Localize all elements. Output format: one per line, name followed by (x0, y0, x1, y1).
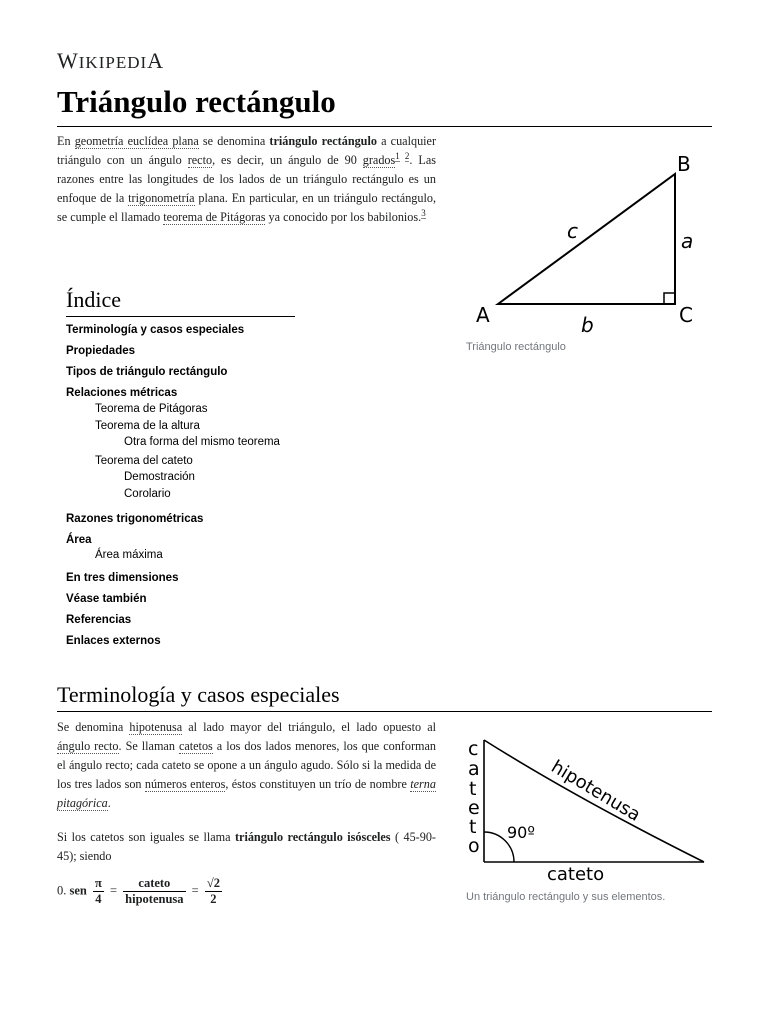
sine-formula (57, 876, 225, 907)
base-cateto-label: cateto (547, 864, 605, 884)
toc-item-tipos[interactable]: Tipos de triángulo rectángulo (66, 366, 228, 378)
link-terna-pitagorica[interactable]: terna pitagórica (57, 777, 436, 810)
isosceles-paragraph (57, 828, 436, 866)
para-text: Se denomina (57, 720, 130, 734)
intro-text: a cualquier triángulo con un ángulo (57, 134, 437, 167)
toc-item-razones[interactable]: Razones trigonométricas (66, 513, 204, 525)
link-trigonometria[interactable]: trigonometría (128, 191, 195, 205)
toc-item-relaciones[interactable]: Relaciones métricas (66, 387, 178, 399)
intro-bold-term: triángulo rectángulo (269, 134, 377, 148)
vertex-b-label: B (677, 152, 691, 176)
toc-item-vease[interactable]: Véase también (66, 593, 147, 605)
hipotenusa-label: hipotenusa (547, 756, 645, 826)
toc-item-otra-forma[interactable]: Otra forma del mismo teorema (124, 436, 280, 448)
link-hipotenusa[interactable]: hipotenusa (129, 720, 183, 734)
toc-item-area-maxima[interactable]: Área máxima (95, 549, 163, 561)
vertical-letter: a (468, 758, 480, 780)
triangle-elements-diagram[interactable] (458, 734, 712, 884)
formula-hipotenusa: hipotenusa (125, 892, 184, 906)
vertical-letter: t (469, 778, 477, 800)
formula-four: 4 (95, 892, 102, 906)
vertical-letter: e (468, 797, 480, 819)
right-angle-mark (664, 293, 675, 304)
angle-label: 90º (507, 823, 535, 842)
intro-text: En (57, 134, 75, 148)
para-text: . Se llaman (118, 739, 179, 753)
isosceles-bold-term: triángulo rectángulo isósceles (234, 830, 391, 844)
formula-equals: = (191, 883, 199, 898)
link-angulo-recto[interactable]: ángulo recto (57, 739, 119, 753)
para-text: al lado mayor del triángulo, el lado opuesto al (182, 720, 436, 734)
formula-cateto: cateto (123, 876, 185, 892)
toc-item-cateto[interactable]: Teorema del cateto (95, 455, 193, 467)
vertical-letter: c (468, 738, 479, 760)
formula-prefix: 0. (57, 883, 67, 898)
toc-item-corolario[interactable]: Corolario (124, 488, 171, 500)
toc-item-referencias[interactable]: Referencias (66, 614, 132, 626)
para-text: , éstos constituyen un trío de nombre (225, 777, 411, 791)
link-grados[interactable]: grados (362, 153, 396, 167)
intro-text: , es decir, un ángulo de 90 (212, 153, 363, 167)
toc-heading: Índice (66, 287, 121, 312)
section-heading-terminologia: Terminología y casos especiales (57, 682, 340, 707)
para-text: . (107, 796, 111, 810)
vertex-a-label: A (476, 303, 490, 327)
toc-item-altura[interactable]: Teorema de la altura (95, 420, 200, 432)
formula-two: 2 (210, 892, 217, 906)
formula-pi: π (95, 876, 102, 890)
side-b-label: b (581, 313, 594, 337)
side-a-label: a (681, 229, 694, 253)
toc-item-demostracion[interactable]: Demostración (124, 471, 195, 483)
toc-item-propiedades[interactable]: Propiedades (66, 345, 136, 357)
vertical-letter: o (468, 835, 480, 857)
link-teorema-pitagoras[interactable]: teorema de Pitágoras (163, 210, 266, 224)
link-recto[interactable]: recto (187, 153, 213, 167)
intro-paragraph (57, 132, 436, 227)
intro-text: ya conocido por los babilonios. (265, 210, 422, 224)
wikipedia-logo[interactable] (57, 48, 164, 74)
toc-underline (66, 316, 295, 317)
terminology-paragraph (57, 718, 436, 813)
intro-text: plana. En particular, en un triángulo rectángulo, se cumple el llamado (57, 191, 436, 224)
para-text: Si los catetos son iguales se llama (57, 830, 235, 844)
vertex-c-label: C (679, 303, 693, 327)
toc-item-terminologia[interactable]: Terminología y casos especiales (66, 324, 245, 336)
link-catetos[interactable]: catetos (178, 739, 213, 753)
formula-frac-pi4 (93, 876, 104, 907)
section-underline (57, 711, 712, 712)
figure2-caption: Un triángulo rectángulo y sus elementos. (466, 891, 666, 903)
para-text: a los dos lados menores, los que conforman el ángulo recto; cada cateto se opone a un ángulo agudo. Sólo si la medida de los tres lados son (57, 739, 437, 791)
para-text: ( 45-90-45); siendo (57, 830, 436, 863)
toc-item-enlaces[interactable]: Enlaces externos (66, 635, 161, 647)
logo-end-letter: A (147, 48, 165, 73)
side-c-label: c (567, 219, 578, 243)
formula-sqrt2: √2 (206, 876, 220, 890)
triangle-diagram[interactable] (460, 148, 720, 338)
toc-item-pitagoras[interactable]: Teorema de Pitágoras (95, 403, 208, 415)
intro-text: se denomina (198, 134, 270, 148)
vertical-letter: t (469, 816, 477, 838)
formula-frac-sqrt2 (205, 876, 222, 907)
intro-text: . Las razones entre las longitudes de los lados de un triángulo rectángulo es un enfoque de la (57, 153, 436, 205)
formula-frac-cateto (123, 876, 185, 907)
ref-1[interactable]: 1 (395, 150, 400, 161)
toc-item-area[interactable]: Área (66, 534, 92, 546)
link-geometria-euclidea[interactable]: geometría euclídea plana (74, 134, 199, 148)
ref-3[interactable]: 3 (421, 207, 426, 218)
formula-sen: sen (69, 883, 87, 898)
link-numeros-enteros[interactable]: números enteros (144, 777, 226, 791)
logo-rest: IKIPEDI (78, 53, 148, 72)
logo-first-letter: W (57, 48, 79, 73)
formula-equals: = (109, 883, 118, 898)
triangle-shape (498, 174, 675, 304)
figure1-caption: Triángulo rectángulo (466, 341, 566, 353)
page-title: Triángulo rectángulo (57, 84, 336, 119)
title-underline (57, 126, 712, 127)
ref-2[interactable]: 2 (404, 150, 410, 161)
toc-item-tres-dimensiones[interactable]: En tres dimensiones (66, 572, 179, 584)
